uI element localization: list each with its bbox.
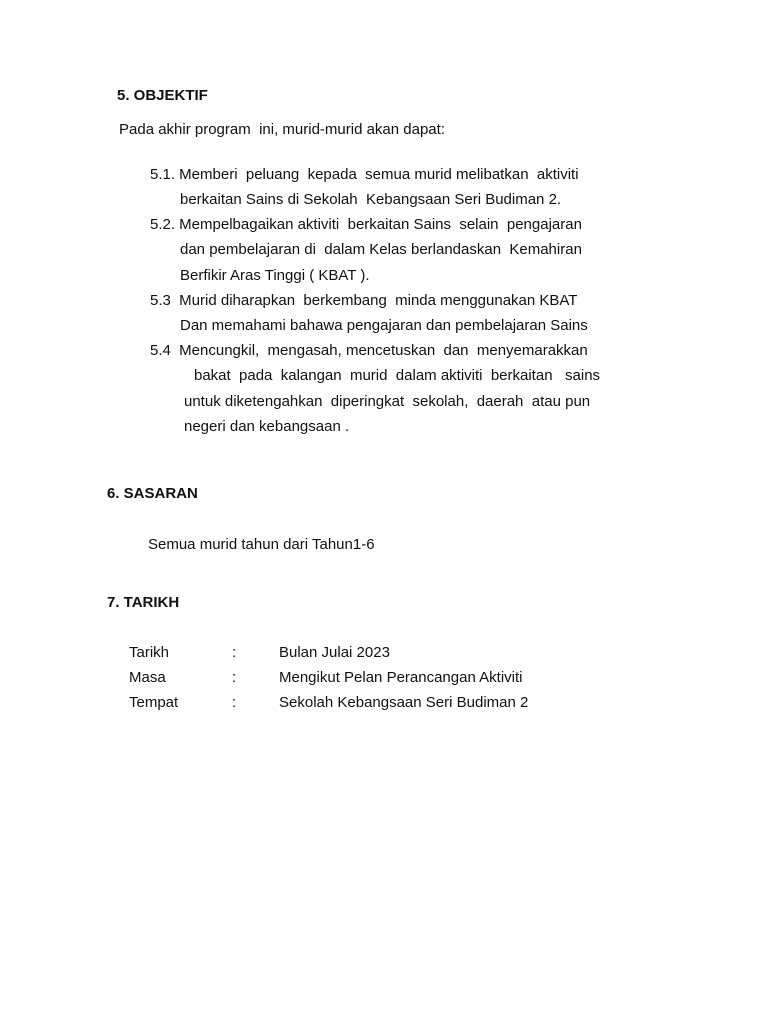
masa-row-separator: : [232, 669, 237, 686]
objektif-item-4-line-2: bakat pada kalangan murid dalam aktiviti berkaitan sains [194, 367, 601, 384]
objektif-item-4-line-4: negeri dan kebangsaan . [184, 418, 350, 435]
objektif-item-2-line-3: Berfikir Aras Tinggi ( KBAT ). [180, 267, 370, 284]
objektif-item-3-line-1: 5.3 Murid diharapkan berkembang minda menggunakan KBAT [150, 292, 578, 309]
tempat-row-label: Tempat [129, 694, 179, 711]
section-heading-tarikh: 7. TARIKH [107, 594, 180, 611]
objektif-item-2-line-1: 5.2. Mempelbagaikan aktiviti berkaitan Sains selain pengajaran [150, 216, 582, 233]
section-heading-objektif: 5. OBJEKTIF [117, 87, 208, 104]
tarikh-row-value: Bulan Julai 2023 [279, 644, 390, 661]
sasaran-text: Semua murid tahun dari Tahun1-6 [148, 536, 375, 553]
section-heading-sasaran: 6. SASARAN [107, 485, 198, 502]
masa-row-value: Mengikut Pelan Perancangan Aktiviti [279, 669, 523, 686]
objektif-item-4-line-1: 5.4 Mencungkil, mengasah, mencetuskan dan menyemarakkan [150, 342, 588, 359]
masa-row-label: Masa [129, 669, 166, 686]
objektif-item-1-line-2: berkaitan Sains di Sekolah Kebangsaan Seri Budiman 2. [180, 191, 562, 208]
objektif-item-2-line-2: dan pembelajaran di dalam Kelas berlandaskan Kemahiran [180, 241, 582, 258]
tempat-row-separator: : [232, 694, 237, 711]
tempat-row-value: Sekolah Kebangsaan Seri Budiman 2 [279, 694, 529, 711]
tarikh-row-label: Tarikh [129, 644, 170, 661]
objektif-item-3-line-2: Dan memahami bahawa pengajaran dan pembelajaran Sains [180, 317, 588, 334]
objektif-intro: Pada akhir program ini, murid-murid akan dapat: [119, 121, 445, 138]
tarikh-row-separator: : [232, 644, 237, 661]
objektif-item-4-line-3: untuk diketengahkan diperingkat sekolah, daerah atau pun [184, 393, 591, 410]
objektif-item-1-line-1: 5.1. Memberi peluang kepada semua murid melibatkan aktiviti [150, 166, 579, 183]
